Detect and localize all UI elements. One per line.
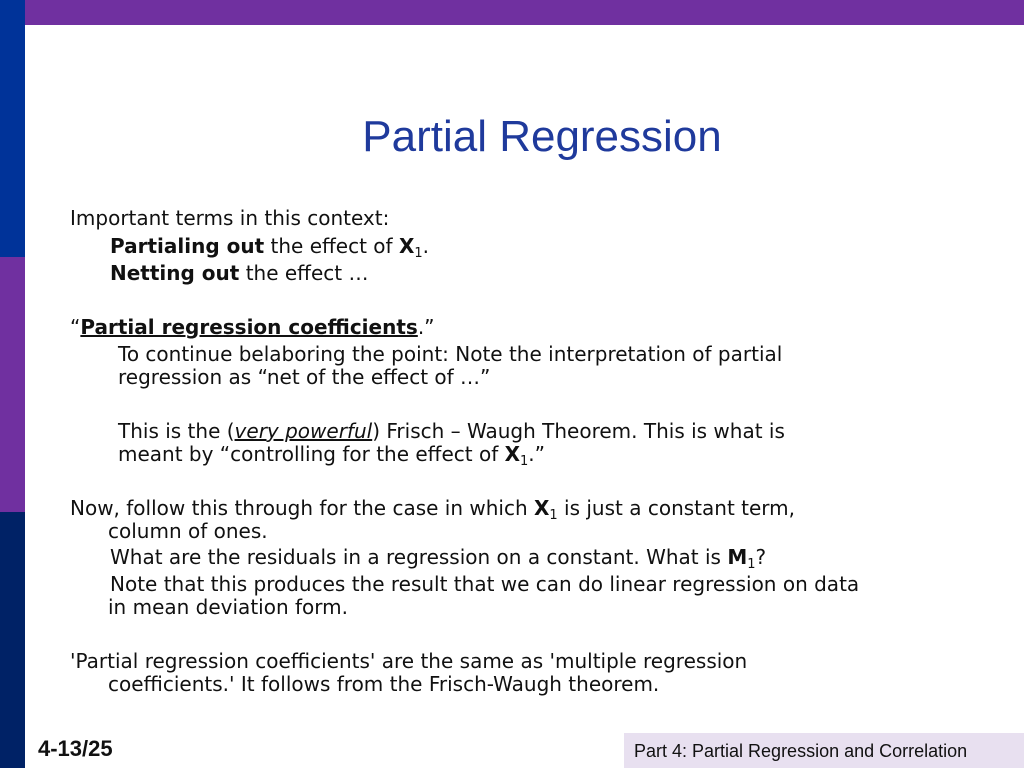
frisch-waugh-line-2 — [118, 443, 545, 473]
matrix-m: M — [727, 545, 748, 569]
subscript: 1 — [520, 454, 529, 469]
partial-regression-term: Partial regression coefficients — [80, 315, 418, 339]
bold-term: Netting out — [110, 261, 240, 285]
intro-line: Important terms in this context: — [70, 206, 390, 230]
mean-deviation-line-1: Note that this produces the result that we can do linear regression on data — [110, 572, 860, 596]
footer-part-box — [624, 733, 1024, 768]
text: What are the residuals in a regression on a constant. What is — [110, 545, 728, 569]
text: is just a constant term, — [557, 496, 796, 520]
matrix-x: X — [398, 234, 415, 258]
conclusion-line-2: coefficients.' It follows from the Frisch-Waugh theorem. — [108, 672, 660, 696]
partial-regression-heading — [70, 316, 435, 338]
sidebar-segment-purple — [0, 257, 25, 512]
slide-number: 4-13/25 — [38, 736, 113, 761]
text: This is the ( — [118, 419, 235, 443]
text: meant by “controlling for the effect of — [118, 442, 505, 466]
subscript: 1 — [747, 557, 756, 572]
top-accent-bar — [0, 0, 1024, 25]
text: the effect … — [239, 261, 369, 285]
belaboring-line-2: regression as “net of the effect of …” — [118, 365, 491, 389]
conclusion-line-1: 'Partial regression coefficients' are the same as 'multiple regression — [70, 649, 748, 673]
sidebar-segment-navy — [0, 512, 25, 768]
constant-term-line-2: column of ones. — [108, 519, 268, 543]
slide-title: Partial Regression — [362, 112, 722, 161]
matrix-x: X — [533, 496, 550, 520]
footer-part-label: Part 4: Partial Regression and Correlation — [634, 741, 968, 761]
text: . — [422, 234, 429, 258]
text: .” — [417, 315, 435, 339]
text: Now, follow this through for the case in which — [70, 496, 534, 520]
text: ? — [755, 545, 767, 569]
belaboring-line-1: To continue belaboring the point: Note the interpretation of partial — [118, 342, 783, 366]
mean-deviation-line-2: in mean deviation form. — [108, 595, 348, 619]
subscript: 1 — [414, 246, 423, 261]
matrix-x: X — [504, 442, 521, 466]
bold-term: Partialing out — [110, 234, 265, 258]
subscript: 1 — [549, 508, 558, 523]
text: the effect of — [264, 234, 399, 258]
text: “ — [70, 315, 81, 339]
text: ) Frisch – Waugh Theorem. This is what is — [372, 419, 785, 443]
term-netting-out — [110, 262, 368, 284]
text: .” — [528, 442, 546, 466]
very-powerful-emphasis: very powerful — [234, 419, 373, 443]
frisch-waugh-line-1 — [118, 420, 785, 442]
